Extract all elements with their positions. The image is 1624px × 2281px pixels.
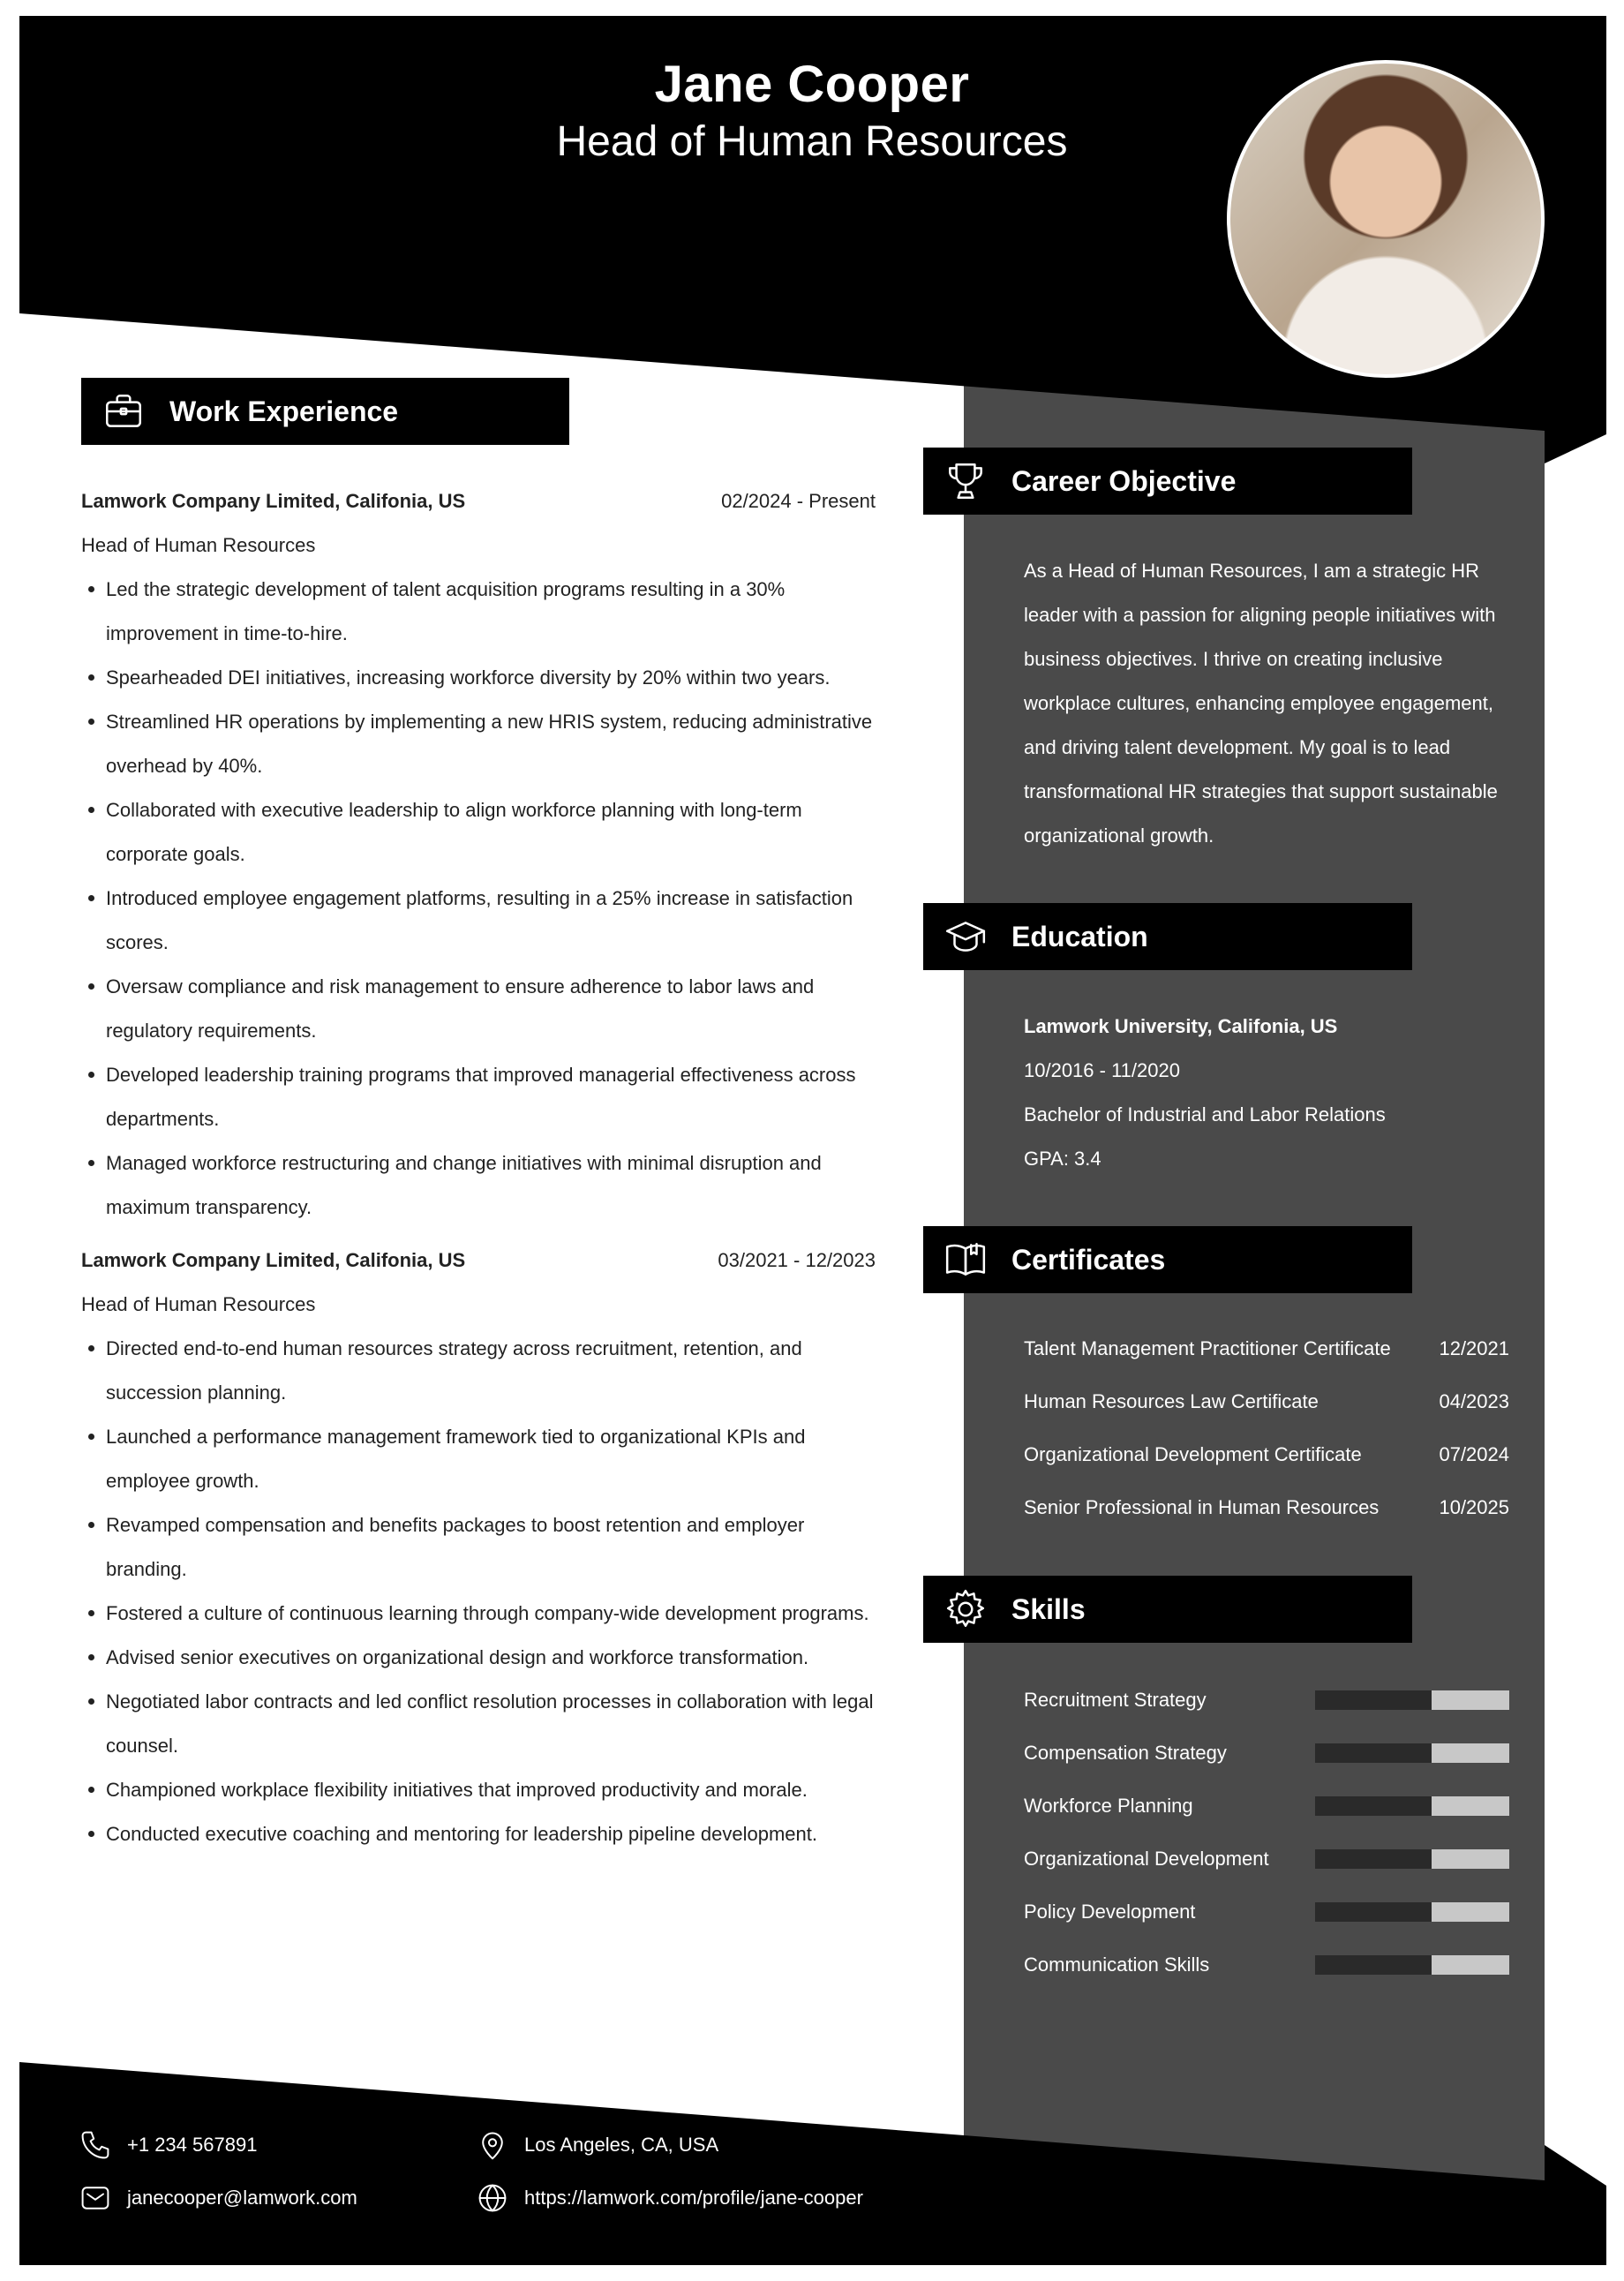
education-gpa: GPA: 3.4 <box>1024 1148 1101 1170</box>
globe-icon <box>475 2180 510 2216</box>
skill-level-bar <box>1315 1796 1509 1816</box>
skill-row <box>1024 1833 1509 1886</box>
skill-level-bar <box>1315 1690 1509 1710</box>
briefcase-icon <box>101 388 147 434</box>
contact-location <box>475 2127 718 2163</box>
profile-photo <box>1227 60 1545 378</box>
skill-level-bar <box>1315 1902 1509 1922</box>
job-dates: 03/2021 - 12/2023 <box>718 1249 876 1271</box>
job-bullet: Led the strategic development of talent acquisition programs resulting in a 30% improvement in time-to-hire. <box>81 568 876 656</box>
map-pin-icon <box>475 2127 510 2163</box>
trophy-icon <box>943 458 989 504</box>
skill-level-fill <box>1432 1955 1509 1975</box>
job-bullet: Championed workplace flexibility initiatives that improved productivity and morale. <box>81 1768 876 1812</box>
job-role: Head of Human Resources <box>81 1293 316 1315</box>
job-bullet: Launched a performance management framework tied to organizational KPIs and employee growth. <box>81 1415 876 1503</box>
job-bullet: Advised senior executives on organizational design and workforce transformation. <box>81 1636 876 1680</box>
job-role: Head of Human Resources <box>81 534 316 556</box>
skill-level-fill <box>1432 1796 1509 1816</box>
job-company: Lamwork Company Limited, Califonia, US <box>81 1249 466 1271</box>
work-experience-list <box>81 479 876 1856</box>
contact-website-text[interactable]: https://lamwork.com/profile/jane-cooper <box>524 2187 863 2209</box>
skill-name: Recruitment Strategy <box>1024 1689 1207 1711</box>
candidate-title: Head of Human Resources <box>556 118 1068 165</box>
skill-row <box>1024 1780 1509 1833</box>
certificate-name: Organizational Development Certificate <box>1024 1443 1362 1465</box>
job-header <box>81 479 876 523</box>
certificate-date: 04/2023 <box>1439 1390 1509 1412</box>
section-title: Work Experience <box>169 395 399 427</box>
job-bullet: Fostered a culture of continuous learning through company-wide development programs. <box>81 1592 876 1636</box>
skill-name: Communication Skills <box>1024 1954 1210 1976</box>
candidate-name: Jane Cooper <box>654 56 970 113</box>
section-certificates <box>923 1226 1412 1293</box>
job-bullet: Introduced employee engagement platforms, resulting in a 25% increase in satisfaction scores. <box>81 877 876 965</box>
certificate-name: Senior Professional in Human Resources <box>1024 1496 1380 1518</box>
job-header <box>81 1238 876 1283</box>
contact-email-text[interactable]: janecooper@lamwork.com <box>127 2187 357 2209</box>
certificate-date: 10/2025 <box>1439 1496 1509 1518</box>
job-bullet: Collaborated with executive leadership to align workforce planning with long-term corporate goals. <box>81 788 876 877</box>
section-title: Education <box>1011 920 1148 952</box>
skill-name: Workforce Planning <box>1024 1795 1193 1817</box>
job-bullet: Streamlined HR operations by implementing a new HRIS system, reducing administrative overhead by 40%. <box>81 700 876 788</box>
certificate-row <box>1024 1428 1509 1481</box>
section-title: Certificates <box>1011 1243 1166 1276</box>
contact-website <box>475 2180 863 2216</box>
section-career-objective <box>923 448 1412 515</box>
contact-email <box>78 2180 357 2216</box>
skill-name: Compensation Strategy <box>1024 1742 1227 1764</box>
education-block <box>1024 1005 1386 1181</box>
certificate-name: Human Resources Law Certificate <box>1024 1390 1319 1412</box>
job-bullet: Oversaw compliance and risk management to ensure adherence to labor laws and regulatory requirements. <box>81 965 876 1053</box>
job-bullet: Revamped compensation and benefits packages to boost retention and employer branding. <box>81 1503 876 1592</box>
job-bullets <box>81 1327 876 1856</box>
job-bullet: Negotiated labor contracts and led conflict resolution processes in collaboration with legal counsel. <box>81 1680 876 1768</box>
job-bullet: Spearheaded DEI initiatives, increasing workforce diversity by 20% within two years. <box>81 656 876 700</box>
section-title: Career Objective <box>1011 464 1237 497</box>
skill-row <box>1024 1938 1509 1991</box>
skill-row <box>1024 1727 1509 1780</box>
job-company: Lamwork Company Limited, Califonia, US <box>81 490 466 512</box>
education-dates: 10/2016 - 11/2020 <box>1024 1059 1180 1081</box>
skill-level-fill <box>1432 1902 1509 1922</box>
certificate-date: 07/2024 <box>1439 1443 1509 1465</box>
skill-level-fill <box>1432 1849 1509 1869</box>
job-entry <box>81 479 876 1230</box>
certificate-row <box>1024 1375 1509 1428</box>
graduation-cap-icon <box>943 914 989 960</box>
contact-phone-text: +1 234 567891 <box>127 2134 258 2156</box>
skill-name: Organizational Development <box>1024 1848 1269 1870</box>
job-bullet: Managed workforce restructuring and change initiatives with minimal disruption and maximum transparency. <box>81 1141 876 1230</box>
education-school: Lamwork University, Califonia, US <box>1024 1015 1338 1037</box>
certificate-row <box>1024 1322 1509 1375</box>
mail-icon <box>78 2180 113 2216</box>
career-objective-text: As a Head of Human Resources, I am a strategic HR leader with a passion for aligning people initiatives with business objectives. I thrive on creating inclusive workplace cultures, enhancing employee engagement, and driving talent development. My goal is to lead transformational HR strategies that support sustainable organizational growth. <box>1024 560 1498 847</box>
certificate-date: 12/2021 <box>1439 1337 1509 1359</box>
skill-level-bar <box>1315 1743 1509 1763</box>
job-entry <box>81 1238 876 1856</box>
skill-level-bar <box>1315 1849 1509 1869</box>
job-dates: 02/2024 - Present <box>721 490 876 512</box>
section-education <box>923 903 1412 970</box>
skill-row <box>1024 1886 1509 1938</box>
skill-row <box>1024 1674 1509 1727</box>
book-icon <box>943 1237 989 1283</box>
skill-level-fill <box>1432 1743 1509 1763</box>
gear-icon <box>943 1586 989 1632</box>
certificate-row <box>1024 1481 1509 1534</box>
contact-location-text: Los Angeles, CA, USA <box>524 2134 719 2156</box>
skill-name: Policy Development <box>1024 1901 1196 1923</box>
education-degree: Bachelor of Industrial and Labor Relations <box>1024 1103 1386 1125</box>
skills-list <box>1024 1674 1509 1991</box>
contact-phone <box>78 2127 257 2163</box>
section-title: Skills <box>1011 1592 1086 1625</box>
job-bullet: Developed leadership training programs that improved managerial effectiveness across departments. <box>81 1053 876 1141</box>
skill-level-bar <box>1315 1955 1509 1975</box>
certificate-name: Talent Management Practitioner Certificate <box>1024 1337 1391 1359</box>
job-bullets <box>81 568 876 1230</box>
job-bullet: Conducted executive coaching and mentoring for leadership pipeline development. <box>81 1812 876 1856</box>
skill-level-fill <box>1432 1690 1509 1710</box>
certificates-list <box>1024 1322 1509 1534</box>
job-bullet: Directed end-to-end human resources strategy across recruitment, retention, and succession planning. <box>81 1327 876 1415</box>
phone-icon <box>78 2127 113 2163</box>
section-skills <box>923 1576 1412 1643</box>
section-work-experience <box>81 378 569 445</box>
